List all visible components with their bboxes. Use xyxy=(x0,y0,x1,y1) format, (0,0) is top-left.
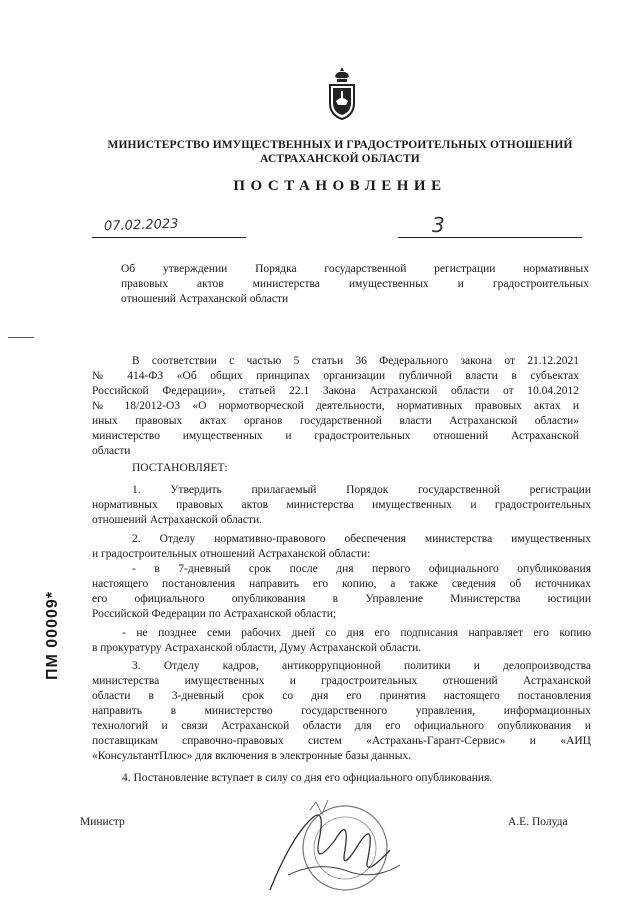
ministry-name-line-1: МИНИСТЕРСТВО ИМУЩЕСТВЕННЫХ И ГРАДОСТРОИТЕЛЬНЫХ ОТНОШЕНИЙ xyxy=(107,139,573,151)
subject-line: Об утверждении Порядка государственной регистрации нормативных xyxy=(121,263,589,275)
item-3-line: технологий и связи Астраханской области для его официального опубликования и xyxy=(92,720,591,732)
item-2-line: настоящего постановления направить его копию, а также сведения об источниках xyxy=(92,578,591,590)
signatory-name: А.Е. Полуда xyxy=(508,816,568,828)
item-3-line: направить в министерство государственного управления, информационных xyxy=(92,705,591,717)
subject-line: правовых актов министерства имущественных и градостроительных xyxy=(121,278,589,290)
item-3-line: 3. Отделу кадров, антикоррупционной политики и делопроизводства xyxy=(132,660,591,672)
item-3-line: министерства имущественных и градостроительных отношений Астраханской xyxy=(92,675,591,687)
margin-stamp-text: ПМ 00009* xyxy=(44,591,61,680)
item-1-line: отношений Астраханской области. xyxy=(92,514,263,526)
official-seal-and-signature xyxy=(250,780,420,900)
preamble-line: иных правовых актах органов государственной власти Астраханской области» xyxy=(92,415,579,427)
preamble-line: министерство имущественных и градостроительных отношений Астраханской xyxy=(92,430,579,442)
handwritten-date: 07.02.2023 xyxy=(103,216,179,235)
document-type-title: ПОСТАНОВЛЕНИЕ xyxy=(233,178,447,194)
preamble-line: № 414-ФЗ «Об общих принципах организации публичной власти в субъектах xyxy=(92,370,579,382)
item-3-line: поставщикам справочно-правовых систем «Астрахань-Гарант-Сервис» и «АИЦ xyxy=(92,735,591,747)
item-1-line: нормативных правовых актов министерства имущественных и градостроительных xyxy=(92,499,591,511)
item-2-line: 2. Отделу нормативно-правового обеспечения министерства имущественных xyxy=(132,533,591,545)
handwritten-number: 3 xyxy=(432,213,445,237)
preamble-line: № 18/2012-ОЗ «О нормотворческой деятельности, нормативных правовых актах и xyxy=(92,400,579,412)
item-2-line: - не позднее семи рабочих дней со дня его подписания направляет его копию xyxy=(122,627,591,639)
preamble-line: области xyxy=(92,445,131,457)
item-2-line: - в 7-дневный срок после дня первого официального опубликования xyxy=(132,563,591,575)
preamble-line: В соответствии с частью 5 статьи 36 Федерального закона от 21.12.2021 xyxy=(132,355,579,367)
item-4-line: 4. Постановление вступает в силу со дня его официального опубликования. xyxy=(122,772,493,784)
coat-of-arms-emblem xyxy=(326,65,358,121)
date-underline xyxy=(92,237,246,238)
number-underline xyxy=(398,237,582,238)
item-2-line: в прокуратуру Астраханской области, Думу Астраханской области. xyxy=(92,642,422,654)
item-3-line: области в 3-дневный срок со дня его принятия настоящего постановления xyxy=(92,690,591,702)
ministry-name-line-2: АСТРАХАНСКОЙ ОБЛАСТИ xyxy=(260,153,420,165)
signatory-position: Министр xyxy=(80,816,125,828)
item-1-line: 1. Утвердить прилагаемый Порядок государственной регистрации xyxy=(132,484,591,496)
item-2-line: и градостроительных отношений Астраханской области: xyxy=(92,548,371,560)
resolves-word: ПОСТАНОВЛЯЕТ: xyxy=(132,462,228,474)
preamble-line: Российской Федерации», статьей 22.1 Закона Астраханской области от 10.04.2012 xyxy=(92,385,579,397)
item-3-line: «КонсультантПлюс» для включения в электронные базы данных. xyxy=(92,750,412,762)
margin-registration-stamp xyxy=(44,591,61,696)
item-2-line: Российской Федерации по Астраханской области; xyxy=(92,608,337,620)
item-2-line: его официального опубликования в Управление Министерства юстиции xyxy=(92,593,591,605)
margin-dash xyxy=(8,337,34,338)
subject-line: отношений Астраханской области xyxy=(121,293,289,305)
